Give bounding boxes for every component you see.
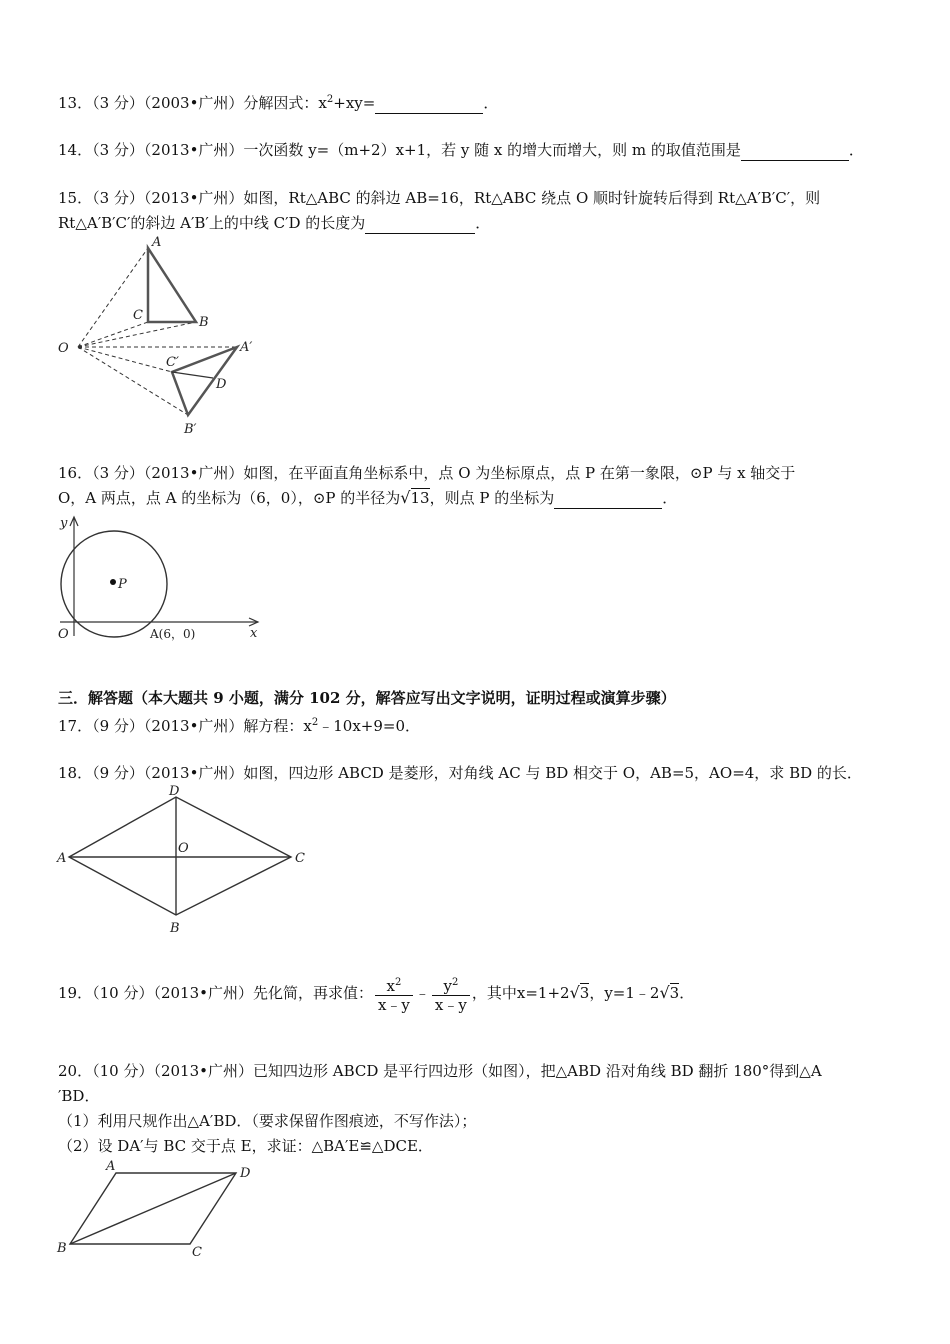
q16-end: ． xyxy=(662,489,678,507)
q20-text-1: 20．（10 分）（2013•广州）已知四边形 ABCD 是平行四边形（如图），把△ABD 沿对角线 BD 翻折 180°得到△A xyxy=(58,1062,822,1080)
label-A: A xyxy=(57,851,67,866)
label-B: B xyxy=(170,921,180,936)
y-value: y=1﹣2 xyxy=(604,984,660,1002)
label-C1: C′ xyxy=(166,355,179,370)
label-C: C xyxy=(133,308,143,323)
label-B: B xyxy=(199,315,209,330)
label-P: P xyxy=(118,577,127,592)
q13-end: ． xyxy=(483,94,499,112)
label-B1: B′ xyxy=(184,422,197,437)
q16-text-2a: O，A 两点，点 A 的坐标为（6，0），⊙P 的半径为 xyxy=(58,489,401,507)
q18-text: 18．（9 分）（2013•广州）如图，四边形 ABCD 是菱形，对角线 AC 与 BD 相交于 O，AB=5，AO=4，求 BD 的长． xyxy=(58,764,862,782)
q15-text-1: 15．（3 分）（2013•广州）如图，Rt△ABC 的斜边 AB=16，Rt△ABC 绕点 O 顺时针旋转后得到 Rt△A′B′C′，则 xyxy=(58,189,821,207)
label-B: B xyxy=(57,1241,67,1256)
q16-text-2b: ，则点 P 的坐标为 xyxy=(429,489,555,507)
label-D: D xyxy=(240,1166,251,1181)
sqrt-icon: √ xyxy=(400,488,411,507)
frac1-num: x xyxy=(386,977,395,995)
label-A: A xyxy=(106,1159,116,1174)
label-A: A(6，0) xyxy=(150,627,196,641)
q17-suffix: ﹣10x+9=0． xyxy=(318,717,421,735)
q16-text-1: 16．（3 分）（2013•广州）如图，在平面直角坐标系中，点 O 为坐标原点，点 P 在第一象限，⊙P 与 x 轴交于 xyxy=(58,464,796,482)
label-O: O xyxy=(58,627,69,642)
label-x: x xyxy=(250,626,258,641)
q20-text-4: （2）设 DA′与 BC 交于点 E，求证：△BA′E≌△DCE． xyxy=(58,1137,433,1155)
frac1-sup: 2 xyxy=(394,977,402,988)
sqrt-icon: √ xyxy=(569,983,580,1002)
q17-sup: 2 xyxy=(311,717,319,728)
label-O: O xyxy=(58,341,69,356)
x-value: x=1+2 xyxy=(516,984,570,1002)
q19-text: 19．（10 分）（2013•广州）先化简，再求值： xyxy=(58,984,373,1002)
label-C: C xyxy=(295,851,305,866)
q13-sup: 2 xyxy=(326,94,334,105)
q13-suffix: +xy= xyxy=(333,94,376,112)
q15-text-2: Rt△A′B′C′的斜边 A′B′上的中线 C′D 的长度为 xyxy=(58,214,366,232)
label-y: y xyxy=(60,516,68,531)
y-sqrt: 3 xyxy=(669,984,680,1002)
frac2-num: y xyxy=(443,977,452,995)
label-C: C xyxy=(192,1245,202,1260)
label-A1: A′ xyxy=(240,340,253,355)
q17-text: 17．（9 分）（2013•广州）解方程：x xyxy=(58,717,312,735)
label-D: D xyxy=(216,377,227,392)
q19-comma: ， xyxy=(589,984,605,1002)
q14-end: ． xyxy=(848,141,864,159)
x-sqrt: 3 xyxy=(579,984,590,1002)
sqrt-icon: √ xyxy=(659,983,670,1002)
q19-mid: ，其中 xyxy=(471,984,517,1002)
q13-text: 13．（3 分）（2003•广州）分解因式：x xyxy=(58,94,327,112)
q20-text-2: ′BD． xyxy=(58,1087,100,1105)
q16-sqrt-value: 13 xyxy=(410,489,430,507)
label-D: D xyxy=(169,784,180,799)
minus-sign: ﹣ xyxy=(414,984,430,1002)
label-A: A xyxy=(152,235,162,250)
section-3-text: 三．解答题（本大题共 9 小题，满分 102 分，解答应写出文字说明，证明过程或演算步骤） xyxy=(58,689,676,707)
diagonal-BD xyxy=(70,1173,236,1244)
label-O: O xyxy=(178,841,189,856)
q14-text: 14．（3 分）（2013•广州）一次函数 y=（m+2）x+1，若 y 随 x 的增大而增大，则 m 的取值范围是 xyxy=(58,141,741,159)
frac1-den: x﹣y xyxy=(377,996,410,1014)
q19-end: ． xyxy=(679,984,695,1002)
q15-end: ． xyxy=(475,214,491,232)
frac2-sup: 2 xyxy=(451,977,459,988)
frac2-den: x﹣y xyxy=(434,996,467,1014)
q20-text-3: （1）利用尺规作出△A′BD．（要求保留作图痕迹，不写作法）； xyxy=(58,1112,477,1130)
